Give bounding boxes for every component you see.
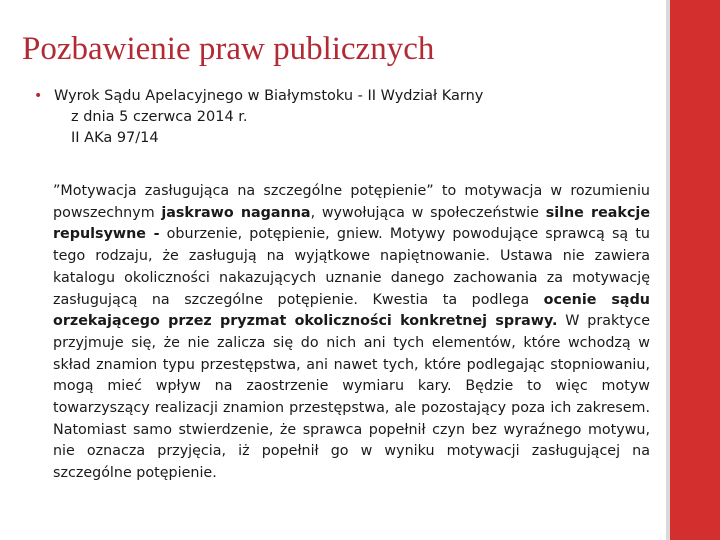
- body-paragraph: [53, 181, 650, 485]
- body-emphasis: ocenie sądu orzekającego przez pryzmat okoliczności konkretnej sprawy.: [53, 291, 650, 330]
- bullet-item: [34, 86, 644, 149]
- body-text-segment: , wywołująca w społeczeństwie: [310, 204, 546, 221]
- slide-title: Pozbawienie praw publicznych: [22, 31, 435, 67]
- body-emphasis: silne reakcje repulsywne -: [53, 204, 651, 243]
- body-text-segment: oburzenie, potępienie, gniew. Motywy powodujące sprawcą są tu tego rodzaju, że zasługują na wyjątkowe napiętnowanie. Ustawa nie zawiera katalogu okoliczności nakazujących uznanie danego zachowania za motywację zasługującą na szczególne potępienie. Kwestia ta podlega: [53, 226, 650, 308]
- body-text-segment: ”Motywacja zasługująca na szczególne potępienie” to motywacja w rozumieniu powszechnym: [53, 183, 650, 221]
- bullet-line-court: Wyrok Sądu Apelacyjnego w Białymstoku - II Wydział Karny: [54, 88, 484, 104]
- body-text-segment: W praktyce przyjmuje się, że nie zalicza się do nich ani tych elementów, które wchodzą w skład znamion typu przestępstwa, ani nawet tych, które podlegając stopniowaniu, mogą mieć wpływ na zaostrzenie wymiaru kary. Będzie to więc motyw towarzyszący realizacji znamion przestępstwa, ale pozostający poza ich zakresem. Natomiast samo stwierdzenie, że sprawca popełnił czyn bez wyraźnego motywu, nie oznacza przyjęcia, iż popełnił go w wyniku motywacji zasługującej na szczególne potępienie.: [53, 313, 650, 482]
- body-emphasis: jaskrawo naganna: [161, 204, 311, 221]
- accent-bar: [670, 0, 720, 540]
- bullet-line-date: z dnia 5 czerwca 2014 r.: [71, 109, 248, 125]
- bullet-dot-icon: •: [34, 88, 43, 104]
- bullet-line-case-number: II AKa 97/14: [71, 130, 159, 146]
